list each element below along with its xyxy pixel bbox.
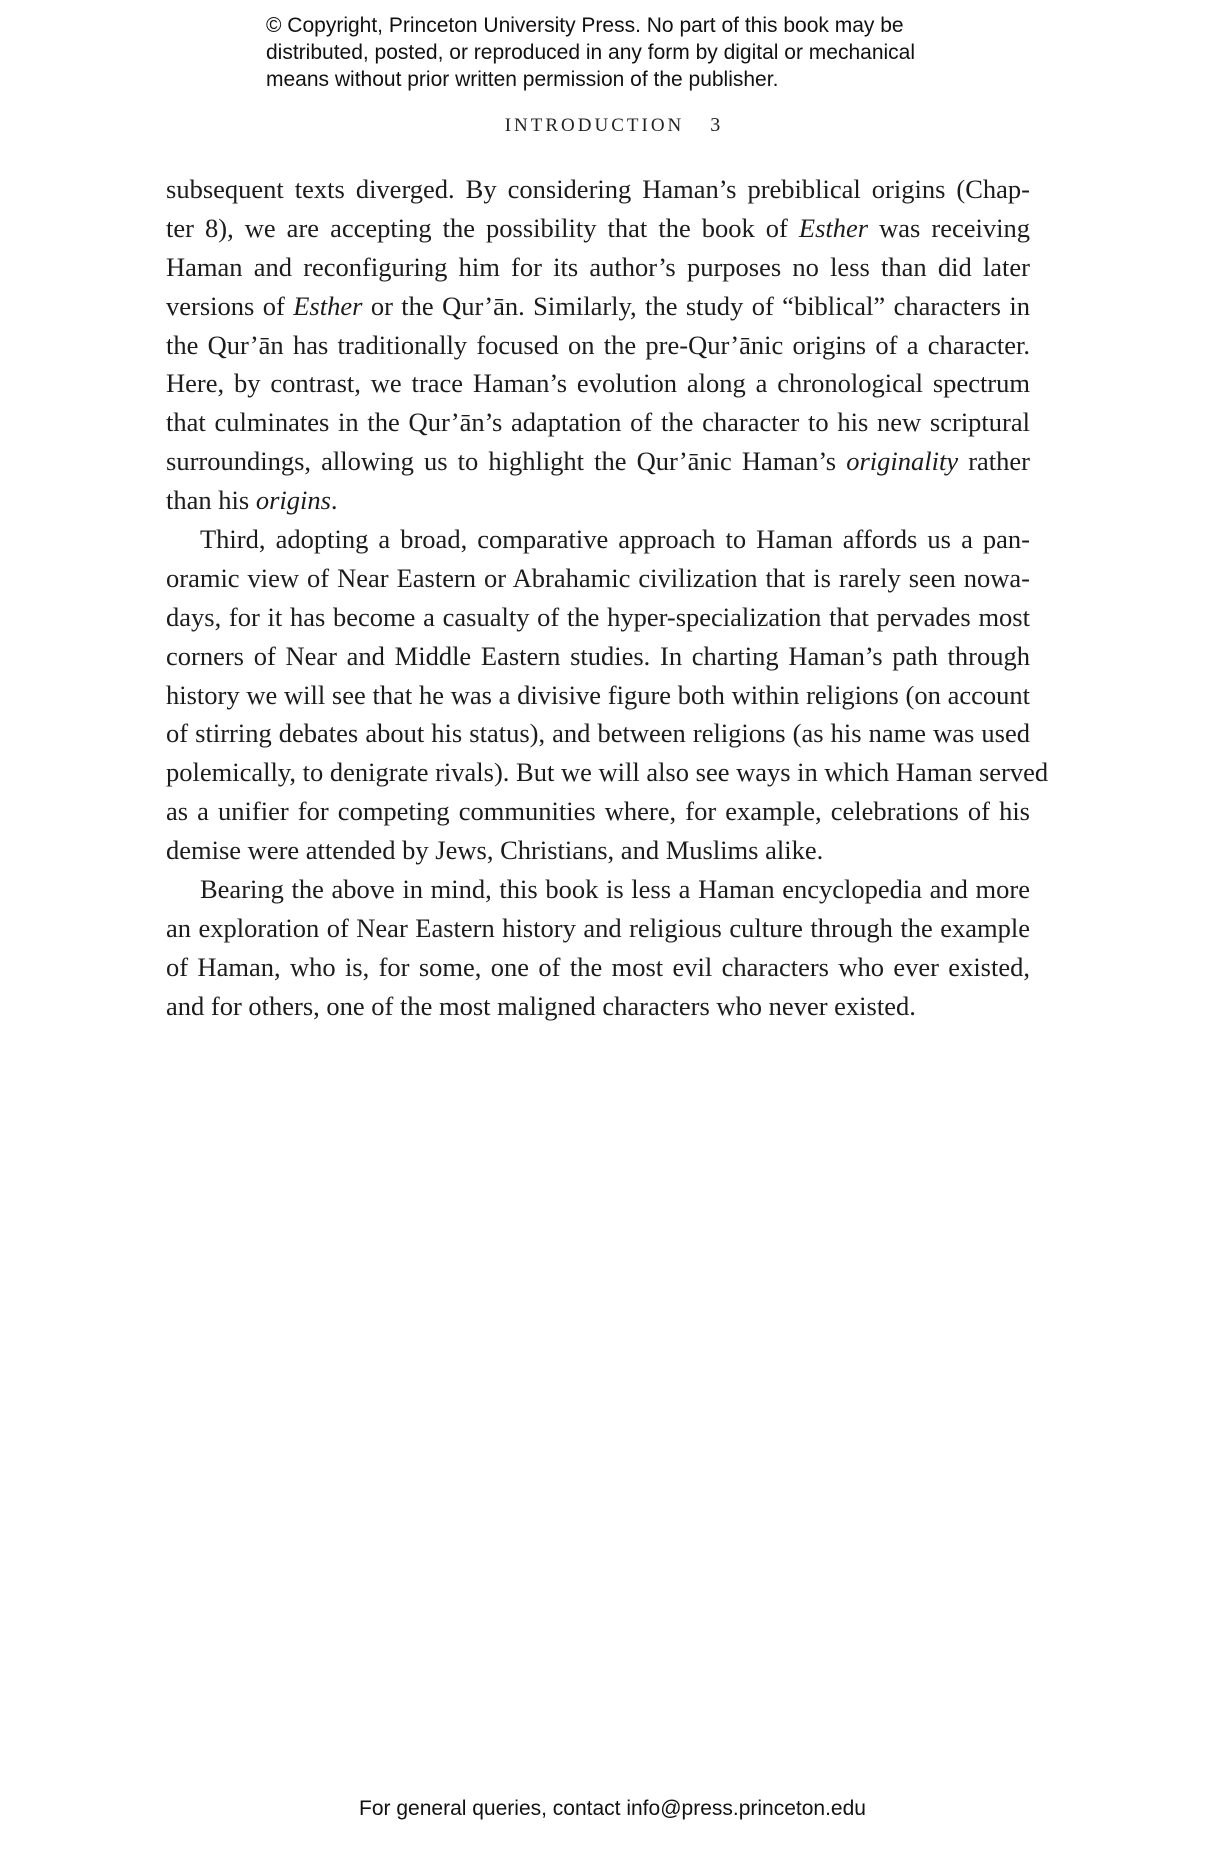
text-line: ter 8), we are accepting the possibility that the book of Esther was receiving xyxy=(166,212,1030,243)
text-line: that culminates in the Qur’ān’s adaptation of the character to his new scriptural xyxy=(166,407,1030,438)
italic-title: Esther xyxy=(293,290,363,321)
text-line: history we will see that he was a divisive figure both within religions (on account xyxy=(166,679,1030,710)
copyright-line: © Copyright, Princeton University Press. No part of this book may be xyxy=(266,14,904,37)
footer-contact: For general queries, contact info@press.princeton.edu xyxy=(359,1797,866,1820)
text-line: as a unifier for competing communities where, for example, celebrations of his xyxy=(166,796,1030,827)
text-line: demise were attended by Jews, Christians, and Muslims alike. xyxy=(166,835,824,866)
text-line: days, for it has become a casualty of the hyper-specialization that pervades most xyxy=(166,601,1030,632)
body-text xyxy=(166,170,1049,1026)
text-line: Haman and reconfiguring him for its author’s purposes no less than did later xyxy=(166,251,1030,282)
running-head xyxy=(0,114,1225,137)
text-line: versions of Esther or the Qur’ān. Similarly, the study of “biblical” characters in xyxy=(166,290,1030,321)
text-line: oramic view of Near Eastern or Abrahamic civilization that is rarely seen nowa- xyxy=(166,562,1030,593)
copyright-line: means without prior written permission of the publisher. xyxy=(266,68,779,91)
text-line: polemically, to denigrate rivals). But we will also see ways in which Haman served xyxy=(166,757,1049,788)
running-head-section: INTRODUCTION xyxy=(504,115,685,136)
italic-title: Esther xyxy=(798,212,869,243)
paragraph xyxy=(166,170,1030,520)
text-line: Here, by contrast, we trace Haman’s evolution along a chronological spectrum xyxy=(166,368,1030,399)
text-line: and for others, one of the most maligned characters who never existed. xyxy=(166,990,916,1021)
text-line: the Qur’ān has traditionally focused on the pre-Qur’ānic origins of a character. xyxy=(166,329,1030,360)
paragraph xyxy=(166,870,1030,1026)
italic-title: origins xyxy=(255,485,331,516)
text-line: than his origins. xyxy=(166,485,338,516)
text-line: subsequent texts diverged. By considering Haman’s prebiblical origins (Chap- xyxy=(166,174,1030,204)
text-line: of stirring debates about his status), and between religions (as his name was used xyxy=(166,718,1030,749)
text-line: Third, adopting a broad, comparative approach to Haman affords us a pan- xyxy=(200,524,1030,555)
text-line: corners of Near and Middle Eastern studies. In charting Haman’s path through xyxy=(166,640,1030,671)
italic-title: originality xyxy=(846,446,959,477)
text-line: an exploration of Near Eastern history and religious culture through the example xyxy=(166,912,1030,943)
text-line: surroundings, allowing us to highlight the Qur’ānic Haman’s originality rather xyxy=(166,446,1030,477)
text-line: Bearing the above in mind, this book is less a Haman encyclopedia and more xyxy=(200,874,1030,905)
page-number: 3 xyxy=(710,114,721,136)
text-line: of Haman, who is, for some, one of the most evil characters who ever existed, xyxy=(166,951,1030,982)
paragraph xyxy=(166,520,1049,870)
copyright-notice xyxy=(266,12,986,93)
copyright-line: distributed, posted, or reproduced in any form by digital or mechanical xyxy=(266,41,916,64)
